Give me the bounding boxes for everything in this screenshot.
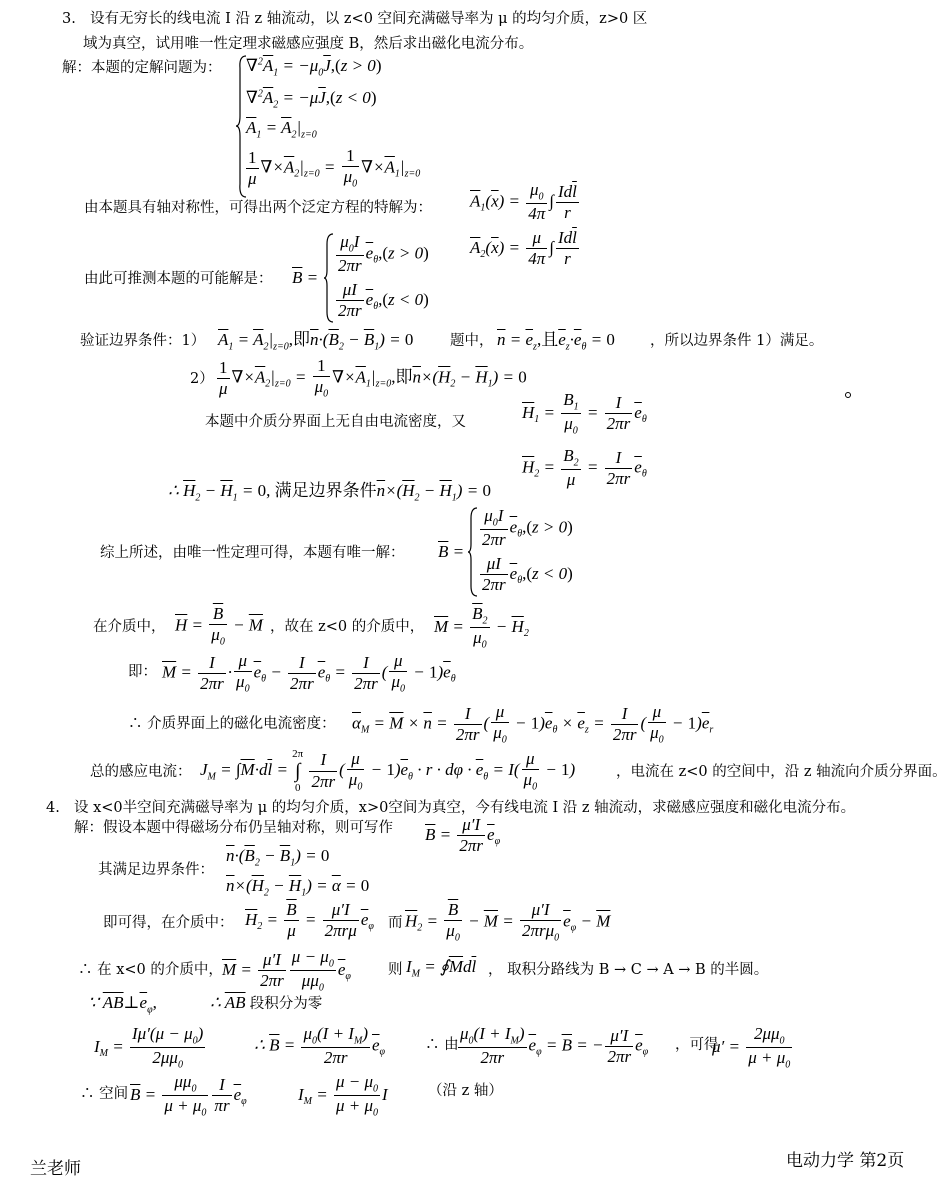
no-free-current-text: 本题中介质分界面上无自由电流密度，又 — [205, 414, 466, 430]
in-medium-text: 在介质中， — [93, 619, 166, 635]
B-unique-z-negative: $\frac{\mu I}{2\pi r}$ $\overline{e}_\theta,(z < 0)$ — [482, 554, 573, 595]
and-text: 而 — [388, 915, 403, 931]
B-guess-z-positive: $\frac{\mu_0I}{2\pi r}$ $\overline{e}_\theta,(z > 0)$ — [338, 232, 429, 276]
eq-A1-solution: $\overline{A}_1(\overline{x})$ = $\frac{\mu_0}{4\pi}$ ∫ $\frac{Id\overline{l}}{r}$ — [470, 180, 577, 224]
along-z-text: （沿 z 轴） — [428, 1083, 503, 1099]
eq-IM-final: $I_M$ = $\frac{\mu - \mu_0}{\mu + \mu_0}$ I — [298, 1072, 388, 1119]
ie-label: 即： — [128, 664, 157, 680]
B-unique-z-positive: $\frac{\mu_0I}{2\pi r}$ $\overline{e}_\theta,(z > 0)$ — [482, 506, 573, 550]
eq-M-explicit: $\overline{M}$ = $\frac{I}{2\pi r}$ · $\frac{\mu}{\mu_0}$ $\overline{e}_\theta$ − $\frac{I}{2\pi r}$ $\overline{e}_\theta$ = $\frac{I}{2\pi r}$ ( $\frac{\mu}{\mu_0}$ − $1)\overline{e}_\theta$ — [162, 651, 456, 695]
get2-text: ，可得 — [675, 1037, 719, 1053]
eq-laplace-A1: $\nabla^2\overline{A}_1 = -\mu_0\overline{J},(z > 0)$ — [246, 56, 382, 79]
eq-boundary-curl: $\frac{1}{\mu}$ $\nabla\times\overline{A}_2|_{z=0}$ = $\frac{1}{\mu_0}$ $\nabla\times\overline{A}_1|_{z=0}$ — [248, 146, 421, 190]
therefore-H-equal: ∴ $\overline{H}_2 - \overline{H}_1 = 0$, 满足边界条件$\overline{n}\times(\overline{H}_2 - \overline{H}_1) = 0$ — [168, 481, 491, 504]
B-unique-label: $\overline{B}$ = — [438, 542, 465, 561]
eq-A2-solution: $\overline{A}_2(\overline{x})$ = $\frac{\mu}{4\pi}$ ∫ $\frac{Id\overline{l}}{r}$ — [470, 228, 577, 269]
B-guess-system — [324, 232, 484, 324]
problem-3-statement-line1: 设有无穷长的线电流 I 沿 z 轴流动，以 z<0 空间充满磁导率为 μ 的均匀介质，z>0 区 — [90, 11, 648, 27]
footer-course-page: 电动力学 第2页 — [786, 1151, 905, 1171]
verify-label: 验证边界条件：1） — [80, 333, 206, 349]
problem-3-solution-intro: 解：本题的定解问题为： — [62, 60, 222, 76]
eq-match: $\frac{\mu_0(I + I_M)}{2\pi r}$ $\overline{e}_\varphi = \overline{B}$ = − $\frac{\mu'I}{2\pi r}$ $\overline{e}_\varphi$ — [460, 1024, 649, 1068]
eq-total-current: $J_M = \int\overline{M}\cdot d\overline{l}$ = 2π ∫ 0 $\frac{I}{2\pi r}$ ( $\frac{\mu}{\mu_0}$ − $1)\overline{e}_\theta \cdot r \cdot d\varphi \cdot \overline{e}_\theta = I$( $\frac{\mu}{\mu_0}$ − 1) — [200, 748, 576, 795]
surface-current-text: ∴ 介质界面上的磁化电流密度： — [128, 716, 336, 732]
space-text: ∴ 空间 — [80, 1086, 129, 1102]
eq-boundary-A: $\overline{A}_1 = \overline{A}_2|_{z=0}$ — [246, 118, 317, 141]
verify-tail-text: ，所以边界条件 1）满足。 — [650, 333, 824, 349]
left-brace-icon — [468, 506, 478, 598]
eq-H-relation: $\overline{H}$ = $\frac{\overline{B}}{\mu_0}$ − $\overline{M}$ — [175, 604, 263, 648]
problem-4-solution-intro: 解：假设本题中得磁场分布仍呈轴对称，则可写作 — [74, 820, 393, 836]
eq-IM-integral: $I_M$ = $∮\overline{M}d\overline{l}$ — [406, 957, 477, 980]
left-brace-icon — [324, 232, 334, 324]
B-guess-z-negative: $\frac{\mu I}{2\pi r}$ $\overline{e}_\theta,(z < 0)$ — [338, 280, 429, 321]
path-text: ， 取积分路线为 B → C → A → B 的半圆。 — [488, 962, 769, 978]
unique-solution-text: 综上所述，由唯一性定理可得，本题有唯一解： — [100, 545, 405, 561]
AB-zero-text: ∴ $\overline{AB}$ 段积分为零 — [210, 993, 323, 1012]
medium-mid-text: ，故在 z<0 的介质中， — [270, 619, 425, 635]
problem-3-number: 3. — [62, 11, 76, 27]
B-guess-label: $\overline{B}$ = — [292, 268, 319, 287]
condition-2-eq: $\frac{1}{\mu}$ $\nabla\times\overline{A}_2|_{z=0}$ = $\frac{1}{\mu_0}$ $\nabla\times\overline{A}_1|_{z=0}$,即$\overline{n}\times(\overline{H}_2 - \overline{H}_1) = 0$ — [219, 356, 527, 400]
boundary-condition-label: 其满足边界条件： — [98, 862, 214, 878]
eq-B-symmetric: ∴ $\overline{B}$ = $\frac{\mu_0(I + I_M)}{2\pi r}$ $\overline{e}_\varphi$ — [254, 1024, 386, 1068]
eq-M-medium: $\overline{M}$ = $\frac{\mu'I}{2\pi r}$ $\frac{\mu - \mu_0}{\mu\mu_0}$ $\overline{e}_\varphi$ — [222, 947, 351, 994]
eq-H1: $\overline{H}_1$ = $\frac{B_1}{\mu_0}$ = $\frac{I}{2\pi r}$ $\overline{e}_\theta$ — [522, 390, 647, 437]
eq-H2-second: $\overline{H}_2$ = $\frac{\overline{B}}{\mu_0}$ − $\overline{M}$ = $\frac{\mu'I}{2\pi r\mu_0}$ $\overline{e}_\varphi - \overline{M}$ — [405, 900, 611, 944]
verify-eq1: $\overline{A}_1 = \overline{A}_2|_{z=0}$,即$\overline{n}\cdot(\overline{B}_2 - \overline{B}_1) = 0$ — [218, 330, 414, 353]
footer-author: 兰老师 — [30, 1159, 81, 1179]
total-current-label: 总的感应电流： — [90, 764, 192, 780]
eq-alpha-M: $\overline{\alpha}_M = \overline{M} \times \overline{n}$ = $\frac{I}{2\pi r}$ ( $\frac{\mu}{\mu_0}$ − $1)\overline{e}_\theta \times \overline{e}_z$ = $\frac{I}{2\pi r}$ ( $\frac{\mu}{\mu_0}$ − $1)\overline{e}_r$ — [352, 702, 714, 746]
problem-3-statement-line2: 域为真空，试用唯一性定理求磁感应强度 B，然后求出磁化电流分布。 — [83, 36, 534, 52]
get-text: 即可得，在介质中： — [103, 915, 234, 931]
problem-3-definite-system — [236, 54, 466, 199]
eq-B-form: $\overline{B}$ = $\frac{\mu'I}{2\pi r}$ $\overline{e}_\varphi$ — [425, 815, 501, 856]
eq-laplace-A2: $\nabla^2\overline{A}_2 = -\mu\overline{J},(z < 0)$ — [246, 88, 377, 111]
possible-solution-text: 由此可推测本题的可能解是： — [84, 271, 273, 287]
then-text: 则 — [388, 962, 403, 978]
problem-4-statement: 设 x<0半空间充满磁导率为 μ 的均匀介质，x>0空间为真空，今有线电流 I 沿 z 轴流动，求磁感应强度和磁化电流分布。 — [74, 800, 856, 816]
medium-x-negative-text: ∴ 在 x<0 的介质中， — [78, 962, 223, 978]
stray-mark-icon — [845, 392, 851, 398]
verify-mid-text: 题中， — [450, 333, 494, 349]
symmetry-text: 由本题具有轴对称性，可得出两个泛定方程的特解为： — [84, 200, 432, 216]
eq-bc1: $\overline{n}\cdot(\overline{B}_2 - \overline{B}_1) = 0$ — [226, 846, 330, 869]
eq-M-relation: $\overline{M}$ = $\frac{\overline{B}_2}{\mu_0}$ − $\overline{H}_2$ — [434, 604, 529, 651]
eq-B-final: $\overline{B}$ = $\frac{\mu\mu_0}{\mu + \mu_0}$ $\frac{I}{\pi r}$ $\overline{e}_\varphi$ — [130, 1072, 247, 1119]
from-text: ∴ 由 — [425, 1037, 459, 1053]
eq-bc2: $\overline{n}\times(\overline{H}_2 - \overline{H}_1) = \overline{\alpha} = 0$ — [226, 876, 370, 899]
eq-H2: $\overline{H}_2$ = $\frac{B_2}{\mu}$ = $\frac{I}{2\pi r}$ $\overline{e}_\theta$ — [522, 446, 647, 490]
verify-eq2: $\overline{n} = \overline{e}_z$,且$\overline{e}_z\cdot\overline{e}_\theta = 0$ — [497, 330, 615, 353]
eq-IM-result: $I_M$ = $\frac{I\mu'(\mu - \mu_0)}{2\mu\mu_0}$ — [94, 1024, 204, 1071]
AB-perp-text: ∵ $\overline{AB}\perp\overline{e}_\varphi$, — [88, 993, 157, 1016]
total-current-tail: ，电流在 z<0 的空间中，沿 z 轴流向介质分界面。 — [616, 764, 947, 780]
eq-mu-prime: μ′ = $\frac{2\mu\mu_0}{\mu + \mu_0}$ — [712, 1024, 791, 1071]
condition-2-label: 2） — [190, 371, 214, 387]
eq-H2-first: $\overline{H}_2$ = $\frac{\overline{B}}{\mu}$ = $\frac{\mu'I}{\text{2πrμ}}$ $\overline{e}_\varphi$ — [245, 900, 374, 941]
problem-4-number: 4. — [46, 800, 60, 816]
B-unique-system — [468, 506, 628, 598]
